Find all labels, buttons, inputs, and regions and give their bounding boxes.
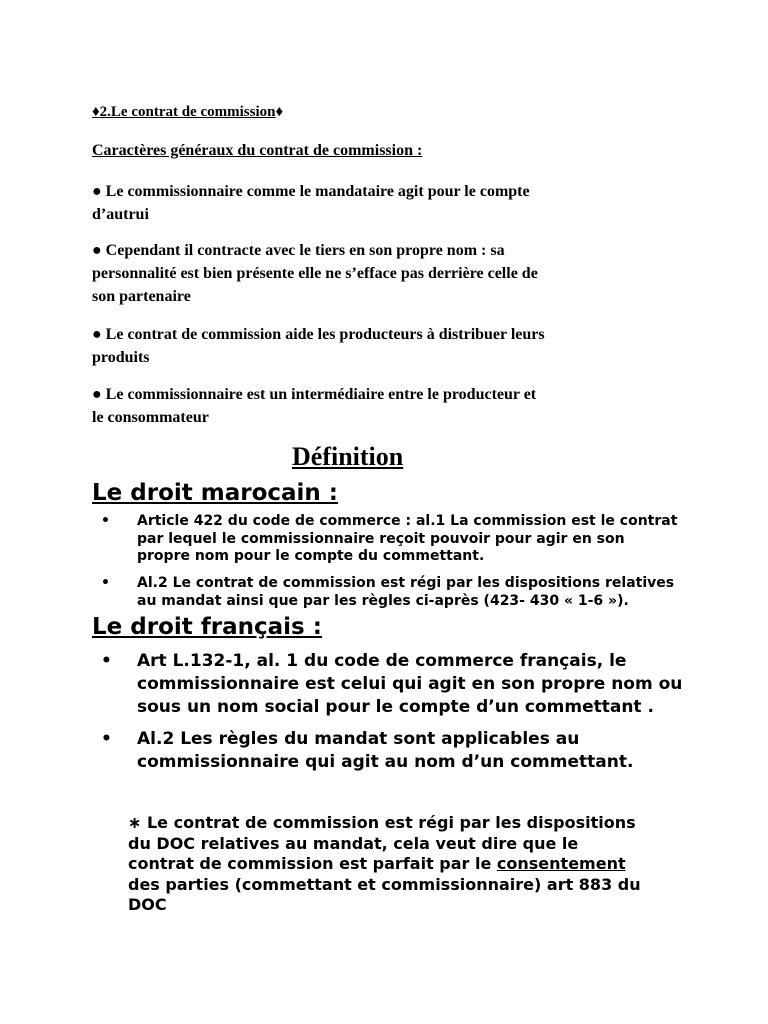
paragraph-line: personnalité est bien présente elle ne s’efface pas derrière celle de xyxy=(92,265,538,282)
consentement-term: consentement xyxy=(496,854,626,873)
definition-title: Définition xyxy=(292,442,404,471)
note-line: Le contrat de commission est régi par les dispositions xyxy=(146,813,636,832)
paragraph-line: d’autrui xyxy=(92,206,149,223)
section-title: 2.Le contrat de commission xyxy=(99,104,276,120)
bullet-icon: • xyxy=(101,513,110,529)
list-item-line: sous un nom social pour le compte d’un commettant . xyxy=(137,697,654,717)
list-item-line: par lequel le commissionnaire reçoit pouvoir pour agir en son xyxy=(137,530,625,547)
paragraph-line: le consommateur xyxy=(92,409,209,426)
note-line: DOC xyxy=(128,895,167,914)
france-title: Le droit français : xyxy=(92,614,322,640)
paragraph-line: Le contrat de commission aide les producteurs à distribuer leurs xyxy=(105,326,545,343)
list-item-line: Al.2 Le contrat de commission est régi par les dispositions relatives xyxy=(137,575,675,591)
diamond-icon: ♦ xyxy=(92,104,100,120)
paragraph xyxy=(92,323,692,369)
note-paragraph xyxy=(128,813,641,916)
paragraph-line: Le commissionnaire comme le mandataire agit pour le compte xyxy=(105,183,530,200)
maroc-title: Le droit marocain : xyxy=(92,480,339,506)
bullet-icon: • xyxy=(101,729,112,749)
bullet-icon: ● xyxy=(92,386,102,403)
paragraph-line: produits xyxy=(92,349,150,366)
section-heading xyxy=(92,104,283,121)
note-line: du DOC relatives au mandat, cela veut dire que le xyxy=(128,833,579,853)
list-item-line: commissionnaire est celui qui agit en son propre nom ou xyxy=(137,674,683,694)
bullet-icon: • xyxy=(101,651,112,671)
diamond-icon: ♦ xyxy=(275,104,284,120)
list-item-line: commissionnaire qui agit au nom d’un commettant. xyxy=(137,752,634,772)
list-item-line: Art L.132-1, al. 1 du code de commerce français, le xyxy=(137,651,627,671)
bullet-icon: • xyxy=(101,575,110,591)
paragraph-line: Le commissionnaire est un intermédiaire entre le producteur et xyxy=(105,386,537,403)
bullet-icon: ● xyxy=(92,326,102,343)
paragraph-line: son partenaire xyxy=(92,288,191,305)
paragraph xyxy=(92,383,692,429)
bullet-icon: ● xyxy=(92,183,102,200)
paragraph xyxy=(92,239,692,308)
subheading: Caractères généraux du contrat de commission : xyxy=(92,142,423,159)
list-item-line: Al.2 Les règles du mandat sont applicables au xyxy=(137,729,580,749)
list-item-line: Article 422 du code de commerce : al.1 La commission est le contrat xyxy=(137,513,678,529)
paragraph-line: Cependant il contracte avec le tiers en son propre nom : sa xyxy=(105,242,505,259)
note-line: des parties (commettant et commissionnaire) art 883 du xyxy=(128,874,641,894)
asterisk-icon: ∗ xyxy=(128,813,142,832)
paragraph xyxy=(92,180,692,226)
note-line: contrat de commission est parfait par le xyxy=(128,854,497,873)
list-item-line: au mandat ainsi que par les règles ci-après (423- 430 « 1-6 »). xyxy=(137,592,629,609)
bullet-icon: ● xyxy=(92,242,102,259)
list-item-line: propre nom pour le compte du commettant. xyxy=(137,548,485,564)
